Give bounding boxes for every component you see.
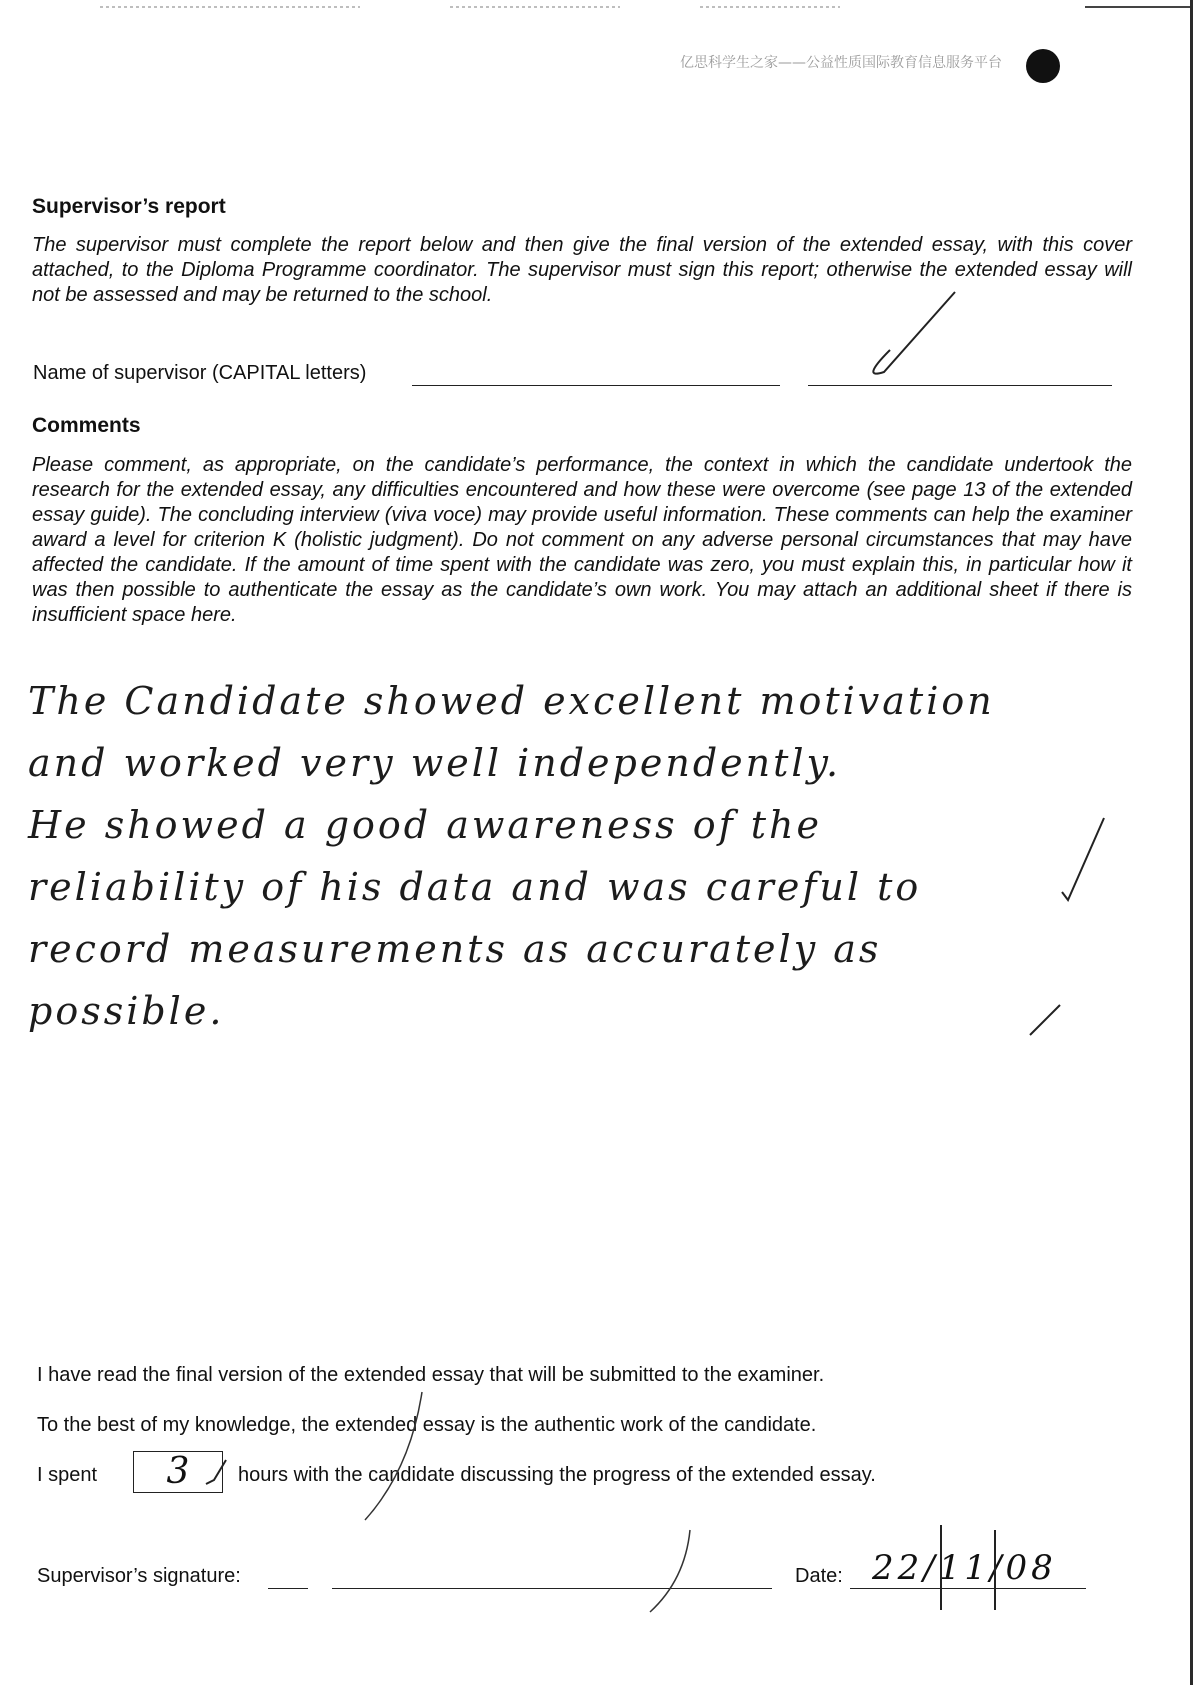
handwritten-line: and worked very well independently.	[28, 741, 842, 785]
supervisor-report-heading: Supervisor’s report	[32, 195, 226, 218]
pen-stroke	[365, 1392, 422, 1520]
handwritten-line: reliability of his data and was careful to	[28, 865, 922, 909]
pen-stroke	[650, 1530, 690, 1612]
declaration-authentic-statement: To the best of my knowledge, the extended essay is the authentic work of the candidate.	[37, 1414, 817, 1436]
handwritten-line: record measurements as accurately as possible.	[28, 927, 882, 1033]
supervisor-report-instructions: The supervisor must complete the report below and then give the final version of the extended essay, with this cover attached, to the Diploma Programme coordinator. The supervisor must sign this report; otherwise the extended essay will not be assessed and may be returned to the school.	[32, 234, 1132, 306]
supervisor-name-label: Name of supervisor (CAPITAL letters)	[33, 362, 367, 384]
check-mark-icon	[1030, 1005, 1060, 1035]
hours-suffix: hours with the candidate discussing the progress of the extended essay.	[238, 1464, 876, 1486]
comments-instructions: Please comment, as appropriate, on the candidate’s performance, the context in which the candidate undertook the research for the extended essay, any difficulties encountered and how these were overcome (see page 13 of the extended essay guide). The concluding interview (viva voce) may provide useful information. These comments can help the examiner award a level for criterion K (holistic judgment). Do not comment on any adverse personal circumstances that may have affected the candidate. If the amount of time spent with the candidate was zero, you must explain this, in particular how it was then possible to authenticate the essay as the candidate’s own work. You may attach an additional sheet if there is insufficient space here.	[32, 454, 1132, 626]
watermark-text: 亿思科学生之家——公益性质国际教育信息服务平台	[680, 55, 1002, 71]
date-value: 22/11/08	[872, 1548, 1057, 1588]
declaration-read-statement: I have read the final version of the extended essay that will be submitted to the examiner.	[37, 1364, 825, 1386]
hours-field[interactable]: 3	[133, 1451, 223, 1493]
comments-heading: Comments	[32, 414, 141, 437]
handwritten-line: The Candidate showed excellent motivation	[28, 679, 995, 723]
check-mark-icon	[206, 1460, 226, 1484]
hours-prefix: I spent	[37, 1464, 98, 1486]
date-label: Date:	[795, 1565, 843, 1587]
handwritten-line: He showed a good awareness of the	[28, 803, 822, 847]
check-mark-icon	[1062, 818, 1104, 900]
check-mark-icon	[873, 292, 955, 374]
signature-label: Supervisor’s signature:	[37, 1565, 241, 1587]
